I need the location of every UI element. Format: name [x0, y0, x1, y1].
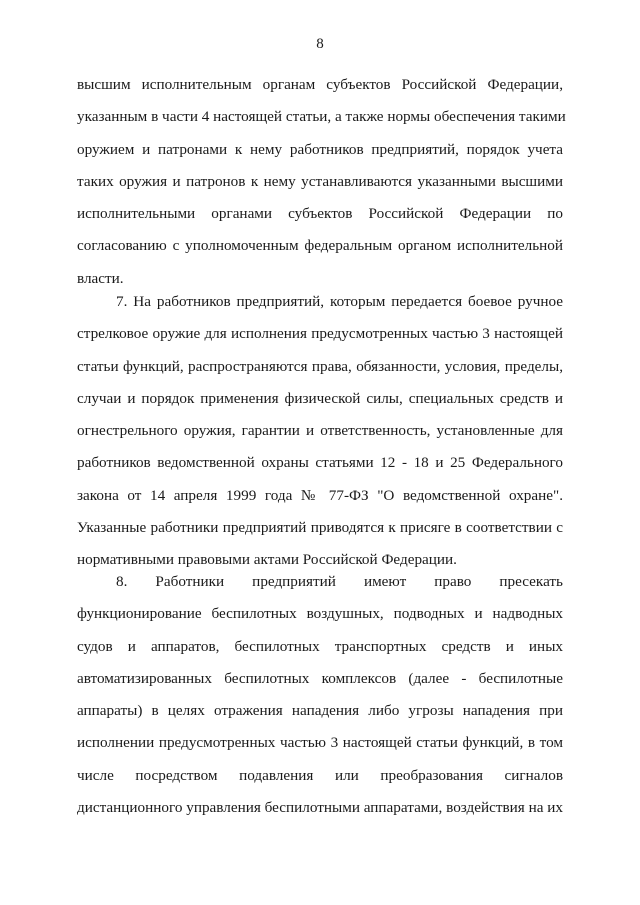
text-line: указанным в части 4 настоящей статьи, а также нормы обеспечения такими	[77, 108, 566, 126]
text-line: стрелковое оружие для исполнения предусмотренных частью 3 настоящей	[77, 325, 563, 343]
text-line: 7. На работников предприятий, которым передается боевое ручное	[116, 293, 563, 310]
page-number: 8	[316, 36, 324, 52]
text-line: 8. Работники предприятий имеют право пресекать	[116, 573, 563, 590]
text-line: исполнительными органами субъектов Российской Федерации по	[77, 205, 563, 223]
text-line: огнестрельного оружия, гарантии и ответственность, установленные для	[77, 422, 563, 440]
paragraph-continuation	[77, 69, 566, 295]
text-line: власти.	[77, 269, 124, 287]
text-line: статьи функций, распространяются права, обязанности, условия, пределы,	[77, 357, 563, 375]
text-line: дистанционного управления беспилотными аппаратами, воздействия на их	[77, 799, 563, 817]
text-line: согласованию с уполномоченным федеральным органом исполнительной	[77, 237, 563, 255]
text-line: таких оружия и патронов к нему устанавливаются указанными высшими	[77, 172, 563, 190]
text-line: закона от 14 апреля 1999 года № 77-ФЗ "О ведомственной охране".	[77, 486, 563, 504]
text-line: автоматизированных беспилотных комплексов (далее - беспилотные	[77, 669, 563, 687]
paragraph-8	[77, 566, 563, 824]
text-line: работников ведомственной охраны статьями 12 - 18 и 25 Федерального	[77, 454, 563, 472]
text-line: оружием и патронами к нему работников предприятий, порядок учета	[77, 140, 563, 158]
text-line: Указанные работники предприятий приводятся к присяге в соответствии с	[77, 519, 563, 537]
text-line: судов и аппаратов, беспилотных транспортных средств и иных	[77, 637, 563, 655]
text-line: числе посредством подавления или преобразования сигналов	[77, 766, 563, 784]
paragraph-7	[77, 286, 563, 577]
text-line: случаи и порядок применения физической силы, специальных средств и	[77, 389, 563, 407]
text-line: аппараты) в целях отражения нападения либо угрозы нападения при	[77, 702, 563, 720]
text-line: функционирование беспилотных воздушных, подводных и надводных	[77, 605, 563, 623]
text-line: исполнении предусмотренных частью 3 настоящей статьи функций, в том	[77, 734, 563, 752]
text-line: нормативными правовыми актами Российской Федерации.	[77, 551, 457, 569]
text-line: высшим исполнительным органам субъектов Российской Федерации,	[77, 76, 563, 93]
